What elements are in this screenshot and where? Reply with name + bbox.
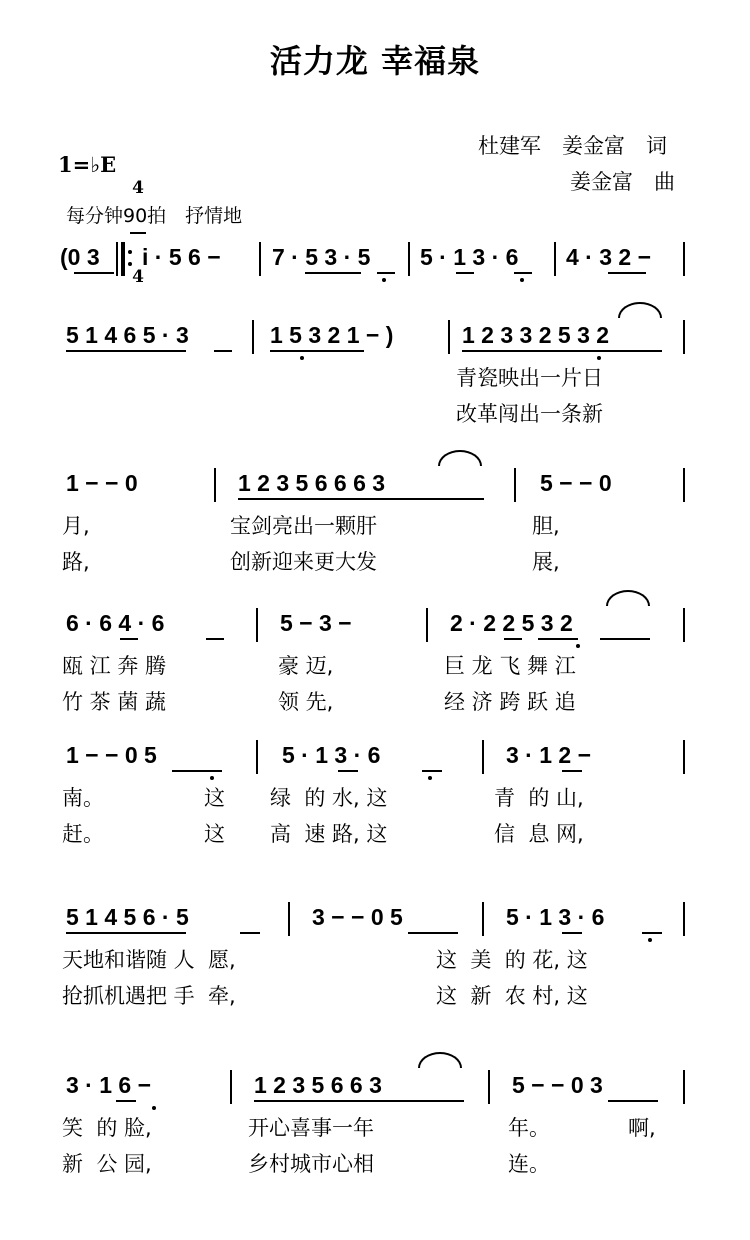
measure-text: 3 · 1 2 − [506, 742, 592, 768]
barline [252, 320, 254, 354]
tie-arc [418, 1052, 462, 1068]
low-octave-dot [648, 938, 652, 942]
lyric-verse-1: 天地和谐随 人 愿, [62, 948, 236, 972]
lyric-verse-2: 改革闯出一条新 [456, 402, 603, 426]
tie-arc [606, 590, 650, 606]
lyricist-credit: 杜建军 姜金富 词 [478, 134, 667, 158]
time-signature-top: 4 [132, 178, 144, 198]
measure-text: 5 − 3 − [280, 610, 352, 636]
lyric-verse-1: 这 美 的 花, 这 [436, 948, 588, 972]
low-octave-dot [210, 776, 214, 780]
underline [206, 638, 224, 640]
lyric-verse-1: 啊, [628, 1116, 656, 1140]
underline [74, 272, 114, 274]
barline [214, 468, 216, 502]
repeat-barline-thin [116, 242, 118, 276]
lyric-verse-1: 青瓷映出一片日 [456, 366, 603, 390]
lyric-verse-1: 巨 龙 飞 舞 江 [444, 654, 576, 678]
underline [456, 272, 474, 274]
barline [426, 608, 428, 642]
underline [240, 932, 260, 934]
underline [120, 638, 138, 640]
barline [230, 1070, 232, 1104]
lyric-verse-2: 创新迎来更大发 [230, 550, 377, 574]
measure-text: 5 · 1 3 · 6 [506, 904, 605, 930]
low-octave-dot [382, 278, 386, 282]
underline [408, 932, 458, 934]
measure-text: 1 2 3 5 6 6 6 3 [238, 470, 386, 496]
underline [172, 770, 222, 772]
lyric-verse-2: 这 新 农 村, 这 [436, 984, 588, 1008]
underline [305, 272, 361, 274]
low-octave-dot [152, 1106, 156, 1110]
barline [488, 1070, 490, 1104]
lyric-verse-1: 宝剑亮出一颗肝 [230, 514, 377, 538]
measure-text: 1 5 3 2 1 − ) [270, 322, 394, 348]
lyric-verse-2: 经 济 跨 跃 追 [444, 690, 576, 714]
measure-text: 5 − − 0 [540, 470, 612, 496]
lyric-verse-2: 领 先, [278, 690, 334, 714]
repeat-dot [128, 262, 132, 266]
lyric-verse-2: 这 [204, 822, 225, 846]
measure-text: 1 − − 0 5 [66, 742, 157, 768]
underline [116, 1100, 136, 1102]
barline [683, 468, 685, 502]
lyric-verse-2: 展, [532, 550, 560, 574]
measure-text: 5 · 1 3 · 6 [282, 742, 381, 768]
measure-text: 6 · 6 4 · 6 [66, 610, 165, 636]
underline [462, 350, 662, 352]
low-octave-dot [428, 776, 432, 780]
lyric-verse-1: 绿 的 水, 这 [270, 786, 388, 810]
underline [66, 932, 186, 934]
underline [514, 272, 532, 274]
lyric-verse-1: 瓯 江 奔 腾 [62, 654, 167, 678]
lyric-verse-1: 年。 [508, 1116, 550, 1140]
barline [683, 902, 685, 936]
underline [270, 350, 364, 352]
lyric-verse-1: 胆, [532, 514, 560, 538]
measure-text: 1 − − 0 [66, 470, 138, 496]
tempo-marking: 每分钟90拍 抒情地 [66, 205, 243, 227]
lyric-verse-2: 赶。 [62, 822, 104, 846]
barline [514, 468, 516, 502]
barline [554, 242, 556, 276]
low-octave-dot [576, 644, 580, 648]
measure-text: 5 1 4 6 5 · 3 [66, 322, 189, 348]
measure-text: 4 · 3 2 − [566, 244, 652, 270]
tie-arc [618, 302, 662, 318]
low-octave-dot [520, 278, 524, 282]
underline [338, 770, 358, 772]
underline [642, 932, 662, 934]
low-octave-dot [300, 356, 304, 360]
barline [408, 242, 410, 276]
time-signature-bottom: 4 [132, 267, 144, 287]
barline [259, 242, 261, 276]
low-octave-dot [597, 356, 601, 360]
lyric-verse-1: 笑 的 脸, [62, 1116, 152, 1140]
lyric-verse-2: 高 速 路, 这 [270, 822, 388, 846]
measure-text: 2 · 2 2 5 3 2 [450, 610, 573, 636]
underline [422, 770, 442, 772]
lyric-verse-1: 青 的 山, [494, 786, 584, 810]
barline [683, 1070, 685, 1104]
measure-text: 5 − − 0 3 [512, 1072, 603, 1098]
underline [538, 638, 578, 640]
underline [214, 350, 232, 352]
tie-arc [438, 450, 482, 466]
lyric-verse-2: 路, [62, 550, 90, 574]
barline [683, 740, 685, 774]
lyric-verse-1: 豪 迈, [278, 654, 334, 678]
barline [683, 242, 685, 276]
measure-text: 3 − − 0 5 [312, 904, 403, 930]
underline [66, 350, 186, 352]
measure-text: 5 1 4 5 6 · 5 [66, 904, 189, 930]
lyric-verse-2: 抢抓机遇把 手 牵, [62, 984, 236, 1008]
lyric-verse-2: 连。 [508, 1152, 550, 1176]
lyric-verse-1: 这 [204, 786, 225, 810]
barline [683, 320, 685, 354]
measure-text: (0 3 [60, 244, 100, 270]
lyric-verse-1: 南。 [62, 786, 104, 810]
underline [600, 638, 650, 640]
barline [256, 740, 258, 774]
underline [504, 638, 522, 640]
barline [482, 740, 484, 774]
measure-text: 3 · 1 6 − [66, 1072, 152, 1098]
underline [377, 272, 395, 274]
song-title: 活力龙 幸福泉 [269, 42, 481, 80]
measure-text: 1 2 3 5 6 6 3 [254, 1072, 382, 1098]
key-signature: 1=♭E [58, 152, 117, 177]
repeat-barline-thick [121, 242, 125, 276]
barline [256, 608, 258, 642]
measure-text: 1 2 3 3 2 5 3 2 [462, 322, 610, 348]
barline [288, 902, 290, 936]
repeat-dot [128, 250, 132, 254]
underline [608, 272, 646, 274]
composer-credit: 姜金富 曲 [570, 170, 675, 194]
time-signature-divider [130, 232, 146, 234]
lyric-verse-2: 竹 茶 菌 蔬 [62, 690, 167, 714]
underline [254, 1100, 464, 1102]
lyric-verse-1: 开心喜事一年 [248, 1116, 374, 1140]
measure-text: i · 5 6 − [142, 244, 221, 270]
lyric-verse-1: 月, [62, 514, 90, 538]
lyric-verse-2: 乡村城市心相 [248, 1152, 374, 1176]
underline [238, 498, 484, 500]
lyric-verse-2: 信 息 网, [494, 822, 584, 846]
underline [608, 1100, 658, 1102]
measure-text: 5 · 1 3 · 6 [420, 244, 519, 270]
barline [482, 902, 484, 936]
underline [562, 932, 582, 934]
measure-text: 7 · 5 3 · 5 [272, 244, 371, 270]
lyric-verse-2: 新 公 园, [62, 1152, 152, 1176]
underline [562, 770, 582, 772]
barline [448, 320, 450, 354]
barline [683, 608, 685, 642]
